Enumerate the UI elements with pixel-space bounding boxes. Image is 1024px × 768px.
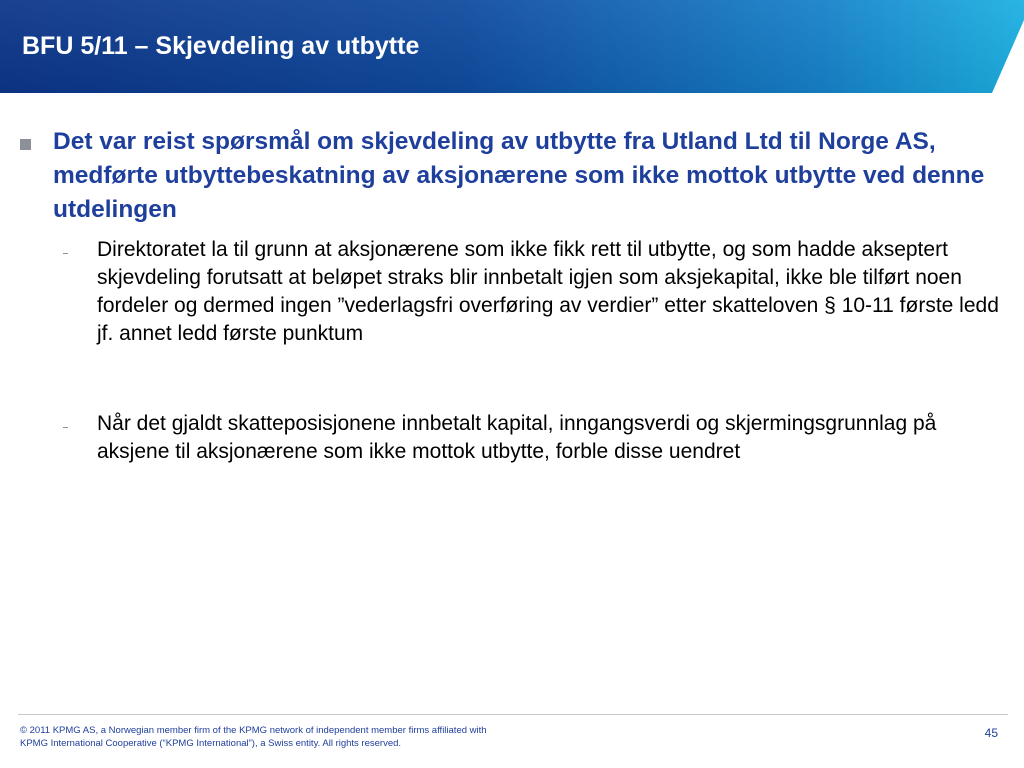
footer-divider <box>18 714 1008 715</box>
main-bullet-text: Det var reist spørsmål om skjevdeling av utbytte fra Utland Ltd til Norge AS, medførte utbyttebeskatning av aksjonærene som ikke mottok utbytte ved denne utdelingen <box>53 128 985 223</box>
header-band <box>0 0 1024 93</box>
sub-bullet-text: Direktoratet la til grunn at aksjonærene som ikke fikk rett til utbytte, og som hadde akseptert skjevdeling forutsatt at beløpet straks blir innbetalt igjen som aksjekapital, ikke ble tilført noen fordeler og dermed ingen ”vederlagsfri overføring av verdier” etter skatteloven § 10-11 første ledd jf. annet ledd første punktum <box>97 238 999 345</box>
sub-bullet-text: Når det gjaldt skatteposisjonene innbetalt kapital, inngangsverdi og skjermingsgrunnlag på aksjene til aksjonærene som ikke mottok utbytte, forble disse uendret <box>97 412 937 463</box>
dash-bullet-icon <box>63 427 68 428</box>
square-bullet-icon <box>20 139 31 150</box>
copyright-line-2: KPMG International Cooperative (“KPMG International”), a Swiss entity. All rights reserved. <box>20 738 402 749</box>
copyright-line-1: © 2011 KPMG AS, a Norwegian member firm of the KPMG network of independent member firms affiliated with <box>20 725 487 736</box>
slide-title: BFU 5/11 – Skjevdeling av utbytte <box>22 32 420 60</box>
dash-bullet-icon <box>63 253 68 254</box>
page-number: 45 <box>984 726 998 740</box>
footer-copyright <box>20 724 487 750</box>
